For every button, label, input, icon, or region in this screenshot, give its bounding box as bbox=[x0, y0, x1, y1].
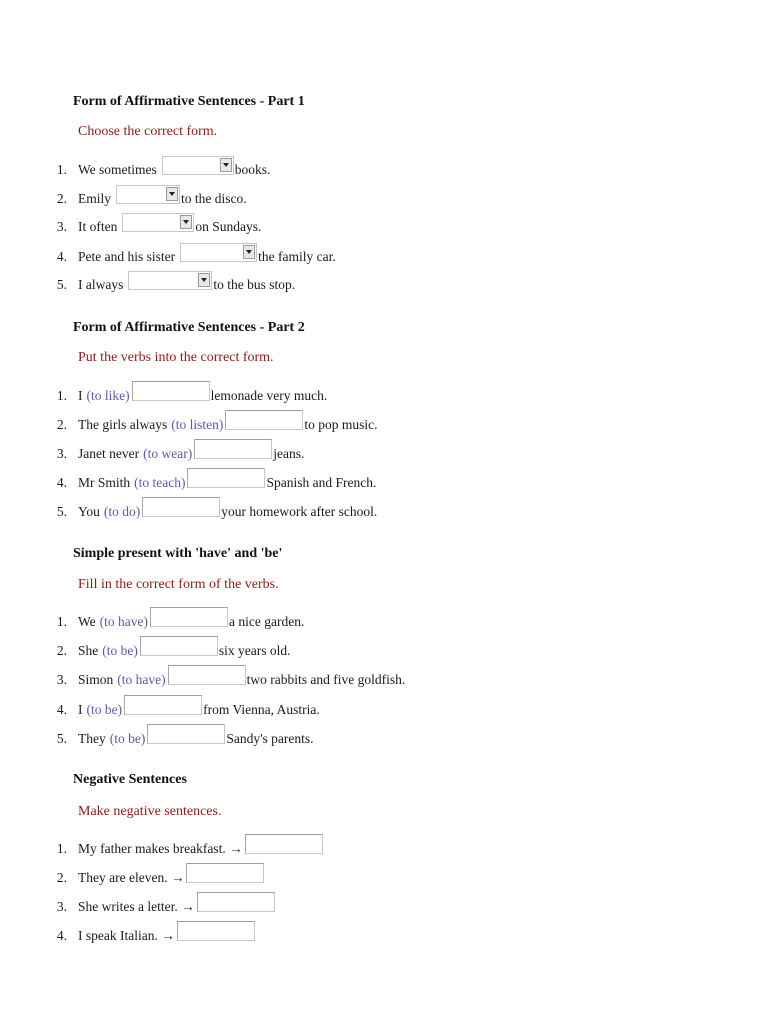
answer-input[interactable] bbox=[124, 695, 202, 715]
part4-title: Negative Sentences bbox=[73, 772, 187, 787]
verb-hint: (to wear) bbox=[143, 446, 193, 461]
verb-hint: (to like) bbox=[86, 388, 130, 403]
part3-title: Simple present with 'have' and 'be' bbox=[73, 546, 283, 561]
item-number: 2. bbox=[56, 191, 67, 206]
verb-hint: (to be) bbox=[109, 731, 146, 746]
part3-instruction: Fill in the correct form of the verbs. bbox=[78, 577, 279, 592]
sentence-end: a nice garden. bbox=[229, 614, 305, 629]
item-number: 4. bbox=[56, 702, 67, 717]
answer-input[interactable] bbox=[150, 607, 228, 627]
answer-dropdown[interactable] bbox=[128, 271, 212, 290]
part1-title: Form of Affirmative Sentences - Part 1 bbox=[73, 94, 305, 109]
sentence-start: We sometimes bbox=[78, 162, 157, 177]
verb-hint: (to have) bbox=[117, 672, 166, 687]
item-number: 1. bbox=[56, 388, 67, 403]
answer-input[interactable] bbox=[186, 863, 264, 883]
item-number: 3. bbox=[56, 219, 67, 234]
answer-input[interactable] bbox=[142, 497, 220, 517]
item-number: 1. bbox=[56, 162, 67, 177]
verb-hint: (to do) bbox=[103, 504, 141, 519]
sentence-start: The girls always bbox=[78, 417, 168, 432]
sentence-start: She writes a letter. → bbox=[78, 899, 195, 914]
item-number: 1. bbox=[56, 841, 67, 856]
sentence-end: to the bus stop. bbox=[213, 277, 296, 292]
sentence-end: jeans. bbox=[273, 446, 305, 461]
sentence-start: Janet never bbox=[78, 446, 140, 461]
part2-title: Form of Affirmative Sentences - Part 2 bbox=[73, 320, 305, 335]
sentence-start: We bbox=[78, 614, 96, 629]
sentence-end: lemonade very much. bbox=[210, 388, 328, 403]
answer-input[interactable] bbox=[187, 468, 265, 488]
item-number: 2. bbox=[56, 643, 67, 658]
sentence-start: My father makes breakfast. → bbox=[78, 841, 243, 856]
chevron-down-icon[interactable] bbox=[243, 245, 255, 259]
sentence-start: They are eleven. → bbox=[78, 870, 185, 885]
answer-dropdown[interactable] bbox=[180, 243, 257, 262]
chevron-down-icon[interactable] bbox=[220, 158, 232, 172]
chevron-down-icon[interactable] bbox=[166, 187, 178, 201]
sentence-start: Simon bbox=[78, 672, 114, 687]
answer-input[interactable] bbox=[177, 921, 255, 941]
item-number: 5. bbox=[56, 731, 67, 746]
sentence-start: It often bbox=[78, 219, 118, 234]
item-number: 4. bbox=[56, 475, 67, 490]
item-number: 3. bbox=[56, 446, 67, 461]
sentence-start: You bbox=[78, 504, 100, 519]
sentence-start: They bbox=[78, 731, 106, 746]
item-number: 2. bbox=[56, 417, 67, 432]
sentence-end: your homework after school. bbox=[221, 504, 378, 519]
answer-input[interactable] bbox=[168, 665, 246, 685]
answer-dropdown[interactable] bbox=[162, 156, 234, 175]
sentence-end: the family car. bbox=[258, 249, 336, 264]
sentence-start: She bbox=[78, 643, 99, 658]
answer-input[interactable] bbox=[140, 636, 218, 656]
sentence-start: I bbox=[78, 388, 83, 403]
verb-hint: (to teach) bbox=[134, 475, 186, 490]
verb-hint: (to be) bbox=[86, 702, 123, 717]
sentence-end: to the disco. bbox=[181, 191, 247, 206]
sentence-end: to pop music. bbox=[304, 417, 378, 432]
sentence-end: Sandy's parents. bbox=[226, 731, 314, 746]
chevron-down-icon[interactable] bbox=[198, 273, 210, 287]
sentence-end: six years old. bbox=[218, 643, 291, 658]
item-number: 5. bbox=[56, 277, 67, 292]
sentence-start: I always bbox=[78, 277, 124, 292]
item-number: 4. bbox=[56, 928, 67, 943]
answer-input[interactable] bbox=[245, 834, 323, 854]
chevron-down-icon[interactable] bbox=[180, 215, 192, 229]
item-number: 3. bbox=[56, 672, 67, 687]
item-number: 4. bbox=[56, 249, 67, 264]
answer-input[interactable] bbox=[194, 439, 272, 459]
answer-input[interactable] bbox=[225, 410, 303, 430]
part2-instruction: Put the verbs into the correct form. bbox=[78, 350, 274, 365]
sentence-start: Pete and his sister bbox=[78, 249, 176, 264]
sentence-end: books. bbox=[234, 162, 271, 177]
item-number: 2. bbox=[56, 870, 67, 885]
sentence-end: from Vienna, Austria. bbox=[203, 702, 320, 717]
item-number: 5. bbox=[56, 504, 67, 519]
verb-hint: (to be) bbox=[102, 643, 138, 658]
sentence-start: I bbox=[78, 702, 83, 717]
answer-dropdown[interactable] bbox=[122, 213, 194, 232]
answer-dropdown[interactable] bbox=[116, 185, 180, 204]
verb-hint: (to listen) bbox=[171, 417, 224, 432]
sentence-end: on Sundays. bbox=[195, 219, 262, 234]
item-number: 1. bbox=[56, 614, 67, 629]
part1-instruction: Choose the correct form. bbox=[78, 124, 218, 139]
answer-input[interactable] bbox=[197, 892, 275, 912]
sentence-start: I speak Italian. → bbox=[78, 928, 175, 943]
answer-input[interactable] bbox=[147, 724, 225, 744]
sentence-end: two rabbits and five goldfish. bbox=[246, 672, 406, 687]
sentence-start: Emily bbox=[78, 191, 111, 206]
part4-instruction: Make negative sentences. bbox=[78, 804, 222, 819]
item-number: 3. bbox=[56, 899, 67, 914]
sentence-start: Mr Smith bbox=[78, 475, 131, 490]
sentence-end: Spanish and French. bbox=[266, 475, 377, 490]
verb-hint: (to have) bbox=[99, 614, 149, 629]
answer-input[interactable] bbox=[132, 381, 210, 401]
